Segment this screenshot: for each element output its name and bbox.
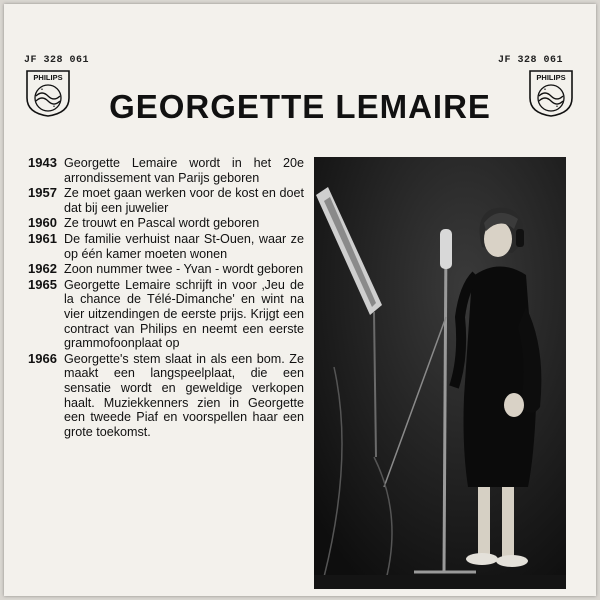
timeline-text: Ze moet gaan werken voor de kost en doet dat bij een juwelier	[64, 186, 304, 215]
album-title: GEORGETTE LEMAIRE	[109, 88, 491, 125]
timeline-entry	[28, 278, 304, 351]
timeline-year: 1965	[28, 276, 57, 292]
catalog-number-left: JF 328 061	[24, 55, 90, 66]
brand-text-left: PHILIPS	[33, 73, 63, 82]
timeline-year: 1961	[28, 230, 57, 246]
timeline-text: Zoon nummer twee - Yvan - wordt geboren	[64, 262, 304, 277]
timeline-year: 1966	[28, 350, 57, 366]
timeline-entry	[28, 156, 304, 185]
singer-at-microphone-photo	[314, 157, 566, 589]
timeline-year: 1943	[28, 155, 57, 170]
record-sleeve-back	[4, 4, 596, 596]
biography-timeline	[28, 156, 304, 440]
timeline-entry	[28, 352, 304, 440]
brand-text-right: PHILIPS	[536, 73, 566, 82]
timeline-year: 1957	[28, 185, 57, 201]
singer-photo	[314, 157, 566, 589]
catalog-number-right: JF 328 061	[498, 55, 564, 66]
timeline-year: 1960	[28, 215, 57, 231]
timeline-entry	[28, 262, 304, 277]
timeline-text: Georgette Lemaire wordt in het 20e arrondissement van Parijs geboren	[64, 156, 304, 185]
timeline-text: Georgette Lemaire schrijft in voor ‚Jeu de la chance de Télé-Dimanche' en wint na vier uitzendingen de eerste prijs. Krijgt een contract van Philips en neemt een eerste grammofoonplaat op	[64, 277, 304, 351]
timeline-entry	[28, 216, 304, 231]
timeline-text: Ze trouwt en Pascal wordt geboren	[64, 216, 260, 231]
timeline-entry	[28, 186, 304, 215]
timeline-entry	[28, 232, 304, 261]
timeline-text: De familie verhuist naar St-Ouen, waar ze op één kamer moeten wonen	[64, 231, 304, 261]
timeline-year: 1962	[28, 261, 57, 277]
timeline-text: Georgette's stem slaat in als een bom. Ze maakt een langspeelplaat, die een sensatie wordt en geweldige verkopen haalt. Muziekkenners zien in Georgette een tweede Piaf en voorspellen haar een grote toekomst.	[64, 351, 304, 439]
